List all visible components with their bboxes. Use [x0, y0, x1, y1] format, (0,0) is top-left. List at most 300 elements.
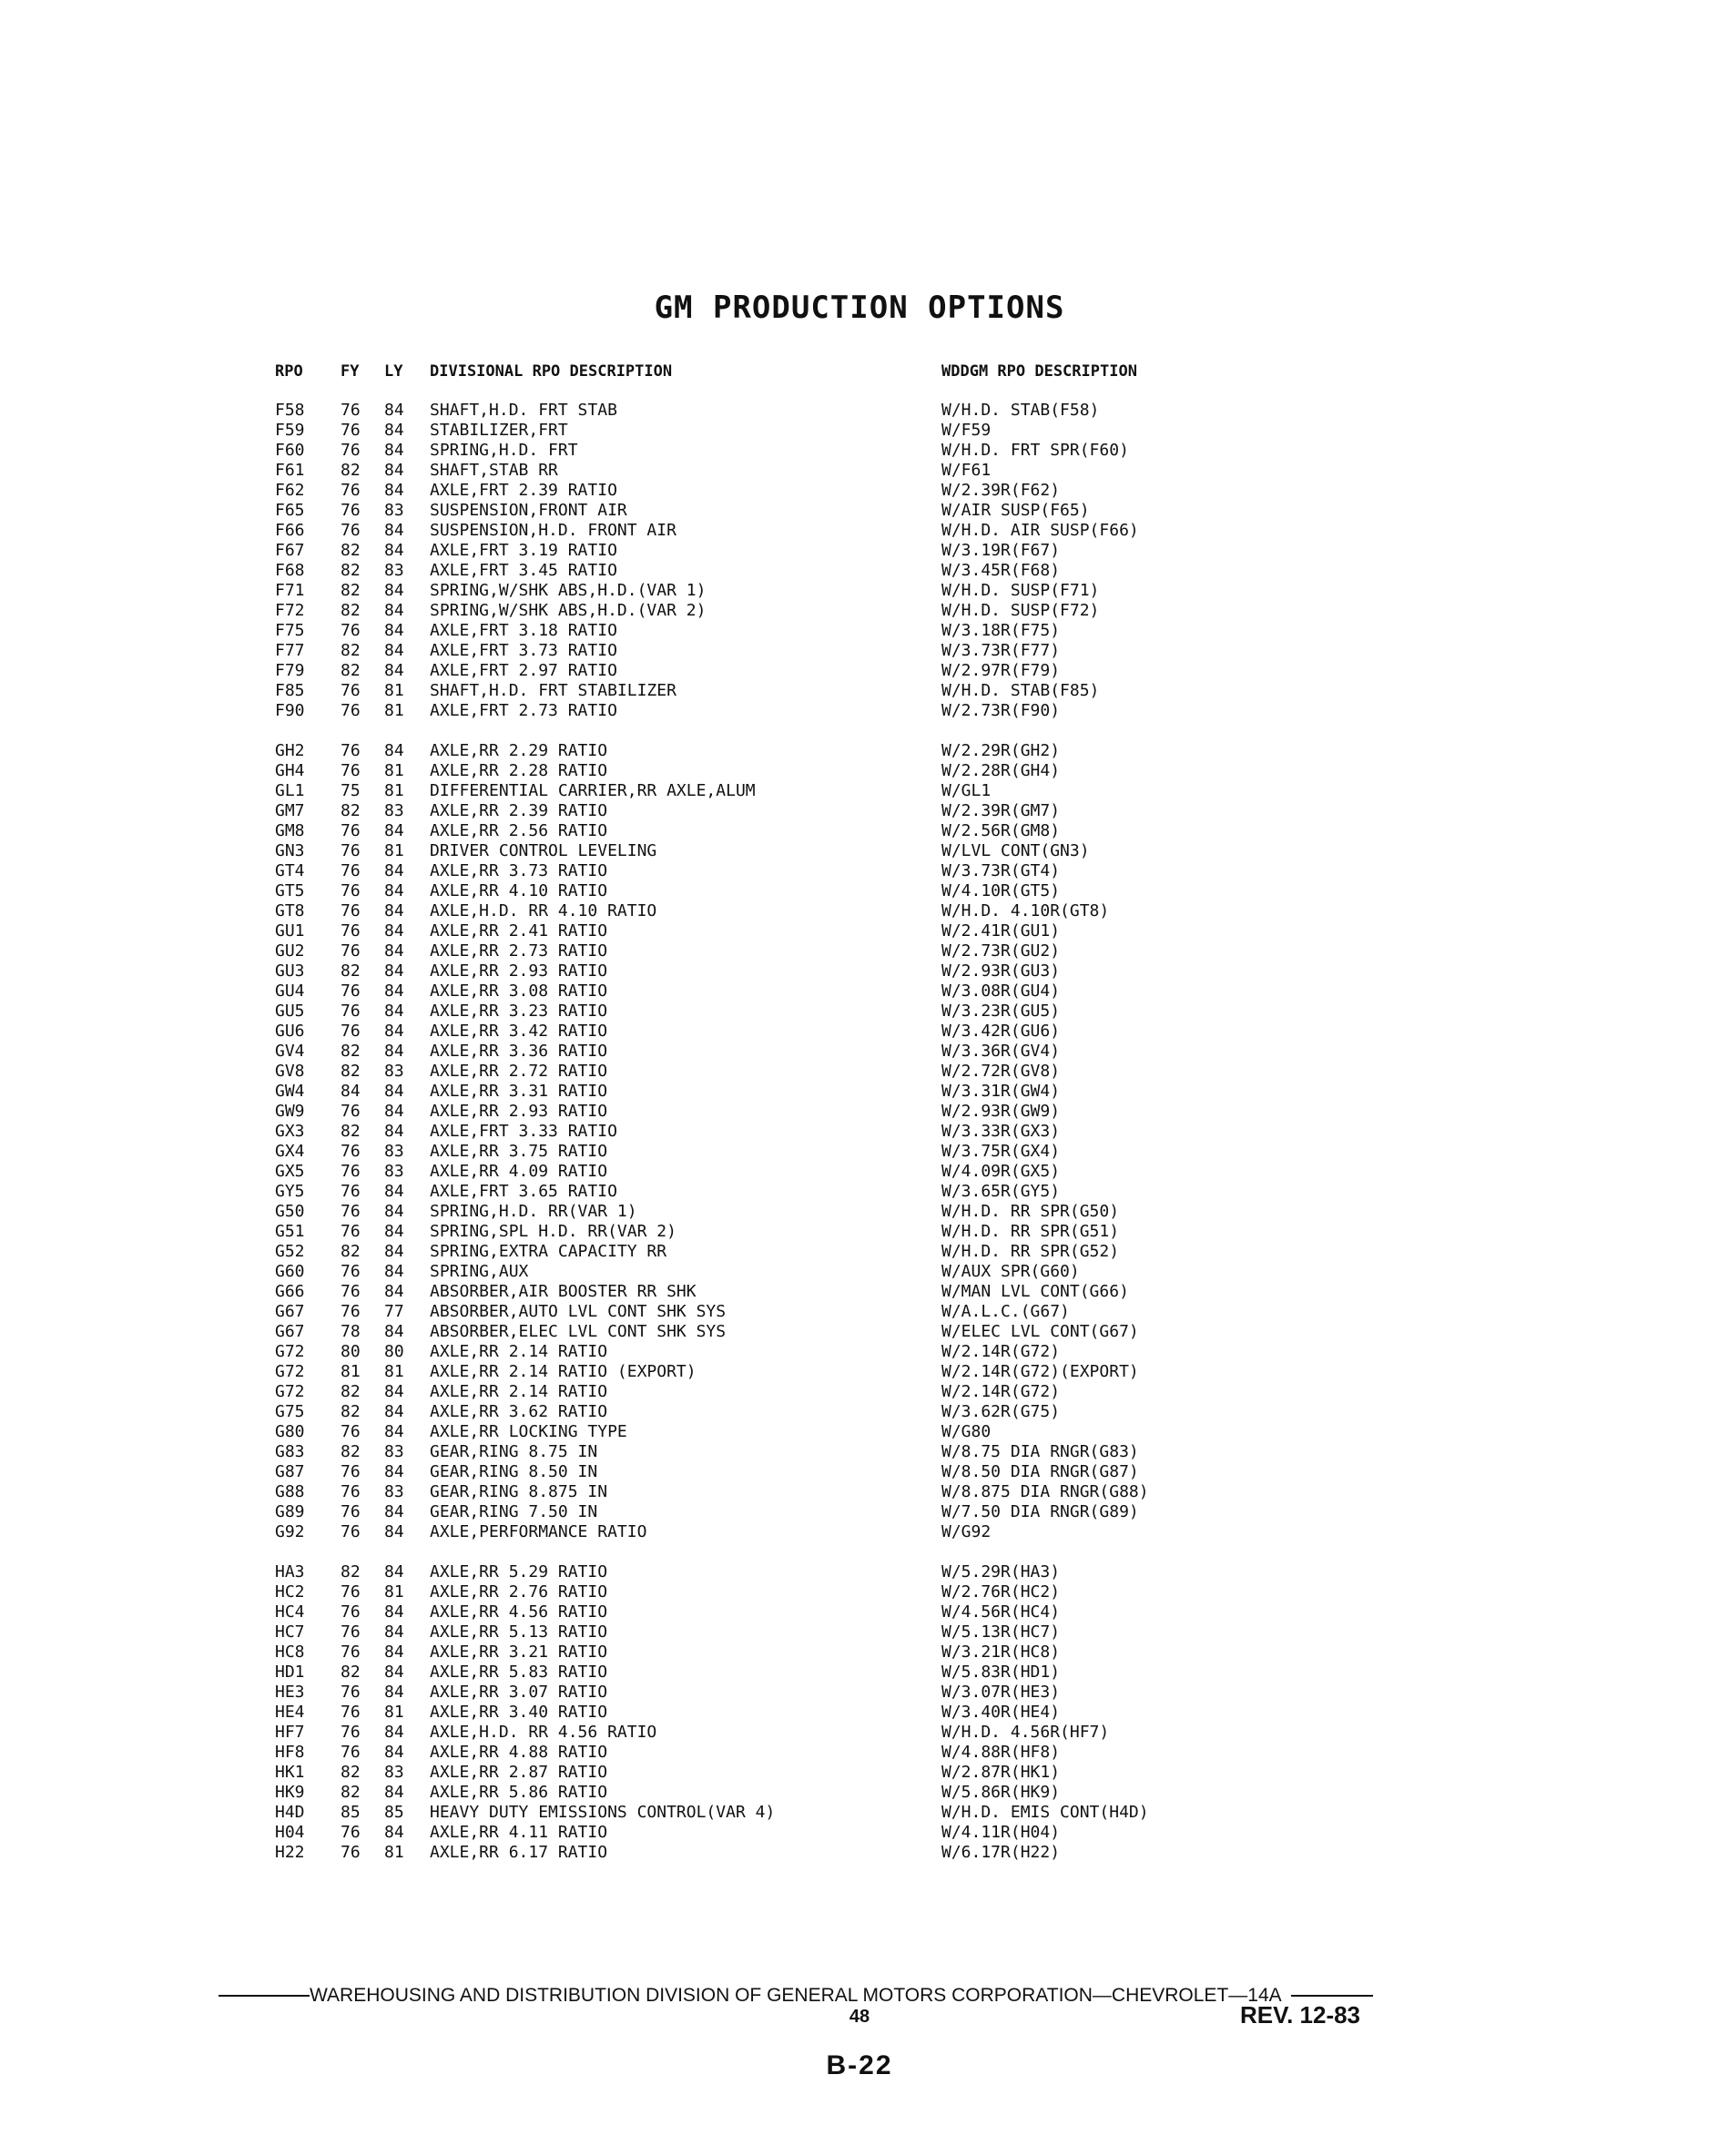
rpo-code: G52 — [275, 1242, 305, 1261]
wddgm-description: W/3.65R(GY5) — [941, 1182, 1061, 1201]
wddgm-description: W/5.86R(HK9) — [941, 1783, 1061, 1802]
divisional-description: ABSORBER,AIR BOOSTER RR SHK — [430, 1282, 697, 1301]
wddgm-description: W/4.56R(HC4) — [941, 1602, 1061, 1622]
rpo-code: H04 — [275, 1823, 305, 1842]
divisional-description: AXLE,RR 2.93 RATIO — [430, 961, 608, 981]
rpo-code: H22 — [275, 1843, 305, 1862]
rpo-code: GX4 — [275, 1142, 305, 1161]
first-year: 82 — [341, 601, 361, 620]
first-year: 76 — [341, 941, 361, 961]
wddgm-description: W/3.62R(G75) — [941, 1402, 1061, 1421]
divisional-description: AXLE,H.D. RR 4.56 RATIO — [430, 1723, 657, 1742]
last-year: 77 — [384, 1302, 404, 1321]
divisional-description: AXLE,RR 2.93 RATIO — [430, 1102, 608, 1121]
last-year: 83 — [384, 561, 404, 580]
rpo-code: HE3 — [275, 1683, 305, 1702]
first-year: 82 — [341, 1442, 361, 1461]
first-year: 76 — [341, 1642, 361, 1662]
wddgm-description: W/3.18R(F75) — [941, 621, 1061, 640]
header-ly: LY — [384, 362, 403, 381]
divisional-description: AXLE,RR 5.29 RATIO — [430, 1562, 608, 1581]
last-year: 84 — [384, 821, 404, 840]
header-divisional-description: DIVISIONAL RPO DESCRIPTION — [430, 362, 673, 381]
rpo-code: GT5 — [275, 881, 305, 900]
divisional-description: SHAFT,H.D. FRT STAB — [430, 401, 617, 420]
divisional-description: AXLE,RR 3.73 RATIO — [430, 861, 608, 880]
divisional-description: AXLE,RR 5.86 RATIO — [430, 1783, 608, 1802]
last-year: 81 — [384, 761, 404, 780]
wddgm-description: W/8.875 DIA RNGR(G88) — [941, 1482, 1149, 1501]
divisional-description: DRIVER CONTROL LEVELING — [430, 841, 657, 860]
table-row — [0, 521, 1719, 541]
divisional-description: AXLE,FRT 3.18 RATIO — [430, 621, 617, 640]
divisional-description: SUSPENSION,FRONT AIR — [430, 501, 627, 520]
divisional-description: AXLE,FRT 3.19 RATIO — [430, 541, 617, 560]
first-year: 82 — [341, 1242, 361, 1261]
last-year: 83 — [384, 501, 404, 520]
last-year: 84 — [384, 1082, 404, 1101]
table-row — [0, 421, 1719, 441]
first-year: 82 — [341, 1382, 361, 1401]
table-row — [0, 1382, 1719, 1402]
table-row — [0, 1803, 1719, 1823]
first-year: 78 — [341, 1322, 361, 1341]
table-row — [0, 1462, 1719, 1482]
divisional-description: AXLE,FRT 2.97 RATIO — [430, 661, 617, 680]
first-year: 82 — [341, 1122, 361, 1141]
rpo-code: H4D — [275, 1803, 305, 1822]
first-year: 76 — [341, 1142, 361, 1161]
last-year: 83 — [384, 1442, 404, 1461]
first-year: 76 — [341, 1622, 361, 1642]
table-row — [0, 701, 1719, 721]
table-row — [0, 501, 1719, 521]
last-year: 83 — [384, 1142, 404, 1161]
table-row — [0, 1823, 1719, 1843]
last-year: 80 — [384, 1342, 404, 1361]
rpo-code: F72 — [275, 601, 305, 620]
table-row — [0, 1602, 1719, 1622]
table-row — [0, 561, 1719, 581]
table-row — [0, 1522, 1719, 1542]
divisional-description: AXLE,RR 3.75 RATIO — [430, 1142, 608, 1161]
page-number: 48 — [849, 2007, 870, 2027]
last-year: 84 — [384, 981, 404, 1001]
last-year: 85 — [384, 1803, 404, 1822]
rpo-code: F90 — [275, 701, 305, 720]
first-year: 76 — [341, 921, 361, 941]
first-year: 82 — [341, 661, 361, 680]
wddgm-description: W/3.73R(GT4) — [941, 861, 1061, 880]
table-row — [0, 1422, 1719, 1442]
first-year: 76 — [341, 861, 361, 880]
wddgm-description: W/3.42R(GU6) — [941, 1022, 1061, 1041]
wddgm-description: W/3.07R(HE3) — [941, 1683, 1061, 1702]
first-year: 76 — [341, 761, 361, 780]
last-year: 84 — [384, 1422, 404, 1441]
rpo-code: F79 — [275, 661, 305, 680]
first-year: 76 — [341, 621, 361, 640]
wddgm-description: W/H.D. STAB(F85) — [941, 681, 1100, 700]
table-row — [0, 1362, 1719, 1382]
divisional-description: AXLE,RR 2.56 RATIO — [430, 821, 608, 840]
table-row — [0, 881, 1719, 901]
divisional-description: SPRING,W/SHK ABS,H.D.(VAR 1) — [430, 581, 707, 600]
first-year: 76 — [341, 1202, 361, 1221]
table-row — [0, 441, 1719, 461]
rpo-code: GU1 — [275, 921, 305, 941]
last-year: 81 — [384, 1843, 404, 1862]
footer-line — [219, 1985, 1384, 2007]
options-table — [0, 401, 1719, 1863]
wddgm-description: W/5.29R(HA3) — [941, 1562, 1061, 1581]
divisional-description: AXLE,FRT 3.33 RATIO — [430, 1122, 617, 1141]
page-reference: B-22 — [826, 2050, 893, 2080]
last-year: 84 — [384, 1522, 404, 1541]
last-year: 84 — [384, 1122, 404, 1141]
rpo-code: GU5 — [275, 1002, 305, 1021]
divisional-description: AXLE,RR 5.13 RATIO — [430, 1622, 608, 1642]
first-year: 76 — [341, 1002, 361, 1021]
table-row — [0, 861, 1719, 881]
revision-label: REV. 12-83 — [1240, 2001, 1361, 2029]
wddgm-description: W/H.D. SUSP(F72) — [941, 601, 1100, 620]
table-row — [0, 481, 1719, 501]
rpo-code: F58 — [275, 401, 305, 420]
wddgm-description: W/AIR SUSP(F65) — [941, 501, 1090, 520]
divisional-description: AXLE,RR 4.09 RATIO — [430, 1162, 608, 1181]
rpo-code: G72 — [275, 1362, 305, 1381]
divisional-description: SUSPENSION,H.D. FRONT AIR — [430, 521, 676, 540]
table-row — [0, 1442, 1719, 1462]
first-year: 76 — [341, 841, 361, 860]
table-row — [0, 1342, 1719, 1362]
divisional-description: AXLE,RR 3.08 RATIO — [430, 981, 608, 1001]
divisional-description: ABSORBER,AUTO LVL CONT SHK SYS — [430, 1302, 727, 1321]
table-row — [0, 1743, 1719, 1763]
table-row — [0, 1703, 1719, 1723]
first-year: 76 — [341, 821, 361, 840]
last-year: 81 — [384, 841, 404, 860]
rpo-code: HC4 — [275, 1602, 305, 1622]
divisional-description: AXLE,FRT 3.65 RATIO — [430, 1182, 617, 1201]
first-year: 82 — [341, 581, 361, 600]
rpo-code: HC8 — [275, 1642, 305, 1662]
wddgm-description: W/3.40R(HE4) — [941, 1703, 1061, 1722]
wddgm-description: W/8.75 DIA RNGR(G83) — [941, 1442, 1139, 1461]
table-row — [0, 681, 1719, 701]
last-year: 83 — [384, 1763, 404, 1782]
last-year: 84 — [384, 1663, 404, 1682]
table-row — [0, 1282, 1719, 1302]
page-title: GM PRODUCTION OPTIONS — [654, 290, 1065, 326]
last-year: 81 — [384, 681, 404, 700]
first-year: 76 — [341, 741, 361, 760]
rpo-code: F71 — [275, 581, 305, 600]
first-year: 82 — [341, 1663, 361, 1682]
first-year: 76 — [341, 1703, 361, 1722]
rpo-code: HK1 — [275, 1763, 305, 1782]
rpo-code: GM8 — [275, 821, 305, 840]
first-year: 76 — [341, 1282, 361, 1301]
last-year: 84 — [384, 1723, 404, 1742]
divisional-description: SPRING,W/SHK ABS,H.D.(VAR 2) — [430, 601, 707, 620]
last-year: 84 — [384, 1182, 404, 1201]
rpo-code: GW9 — [275, 1102, 305, 1121]
last-year: 84 — [384, 1622, 404, 1642]
footer-rule-left — [219, 1995, 310, 1997]
last-year: 84 — [384, 1262, 404, 1281]
wddgm-description: W/MAN LVL CONT(G66) — [941, 1282, 1129, 1301]
divisional-description: AXLE,RR 2.72 RATIO — [430, 1062, 608, 1081]
divisional-description: HEAVY DUTY EMISSIONS CONTROL(VAR 4) — [430, 1803, 776, 1822]
first-year: 81 — [341, 1362, 361, 1381]
divisional-description: AXLE,RR 5.83 RATIO — [430, 1663, 608, 1682]
table-row — [0, 1242, 1719, 1262]
table-row — [0, 621, 1719, 641]
divisional-description: AXLE,RR 3.23 RATIO — [430, 1002, 608, 1021]
rpo-code: GY5 — [275, 1182, 305, 1201]
last-year: 84 — [384, 741, 404, 760]
header-rpo: RPO — [275, 362, 303, 381]
table-row — [0, 661, 1719, 681]
last-year: 84 — [384, 481, 404, 500]
rpo-code: HA3 — [275, 1562, 305, 1581]
rpo-code: F75 — [275, 621, 305, 640]
divisional-description: AXLE,RR 2.41 RATIO — [430, 921, 608, 941]
wddgm-description: W/3.36R(GV4) — [941, 1042, 1061, 1061]
last-year: 84 — [384, 1562, 404, 1581]
rpo-code: GH2 — [275, 741, 305, 760]
table-row — [0, 961, 1719, 981]
divisional-description: AXLE,RR 3.31 RATIO — [430, 1082, 608, 1101]
first-year: 84 — [341, 1082, 361, 1101]
last-year: 81 — [384, 781, 404, 800]
first-year: 82 — [341, 801, 361, 820]
last-year: 81 — [384, 1582, 404, 1602]
last-year: 84 — [384, 1022, 404, 1041]
wddgm-description: W/G92 — [941, 1522, 992, 1541]
first-year: 82 — [341, 1062, 361, 1081]
wddgm-description: W/2.39R(F62) — [941, 481, 1061, 500]
last-year: 81 — [384, 1362, 404, 1381]
rpo-code: GM7 — [275, 801, 305, 820]
divisional-description: AXLE,RR 4.11 RATIO — [430, 1823, 608, 1842]
first-year: 82 — [341, 1783, 361, 1802]
first-year: 75 — [341, 781, 361, 800]
rpo-code: G60 — [275, 1262, 305, 1281]
table-row — [0, 1783, 1719, 1803]
first-year: 76 — [341, 701, 361, 720]
table-row — [0, 581, 1719, 601]
divisional-description: AXLE,RR 3.62 RATIO — [430, 1402, 608, 1421]
last-year: 83 — [384, 801, 404, 820]
last-year: 84 — [384, 1102, 404, 1121]
table-row — [0, 641, 1719, 661]
wddgm-description: W/3.08R(GU4) — [941, 981, 1061, 1001]
divisional-description: AXLE,RR 3.40 RATIO — [430, 1703, 608, 1722]
first-year: 76 — [341, 481, 361, 500]
table-row — [0, 1663, 1719, 1683]
last-year: 84 — [384, 1402, 404, 1421]
first-year: 76 — [341, 1162, 361, 1181]
last-year: 84 — [384, 901, 404, 920]
last-year: 84 — [384, 941, 404, 961]
wddgm-description: W/3.33R(GX3) — [941, 1122, 1061, 1141]
divisional-description: GEAR,RING 8.75 IN — [430, 1442, 598, 1461]
first-year: 82 — [341, 961, 361, 981]
first-year: 76 — [341, 1602, 361, 1622]
wddgm-description: W/H.D. 4.56R(HF7) — [941, 1723, 1110, 1742]
wddgm-description: W/4.88R(HF8) — [941, 1743, 1061, 1762]
divisional-description: GEAR,RING 8.875 IN — [430, 1482, 608, 1501]
rpo-code: F62 — [275, 481, 305, 500]
table-row — [0, 1102, 1719, 1122]
table-row — [0, 1642, 1719, 1663]
rpo-code: G72 — [275, 1342, 305, 1361]
last-year: 84 — [384, 1743, 404, 1762]
divisional-description: SHAFT,STAB RR — [430, 461, 558, 480]
divisional-description: AXLE,RR 2.73 RATIO — [430, 941, 608, 961]
wddgm-description: W/2.41R(GU1) — [941, 921, 1061, 941]
divisional-description: AXLE,RR 3.42 RATIO — [430, 1022, 608, 1041]
rpo-code: GT8 — [275, 901, 305, 920]
rpo-code: GU6 — [275, 1022, 305, 1041]
first-year: 76 — [341, 1262, 361, 1281]
table-row — [0, 941, 1719, 961]
wddgm-description: W/4.10R(GT5) — [941, 881, 1061, 900]
first-year: 82 — [341, 641, 361, 660]
wddgm-description: W/2.14R(G72) — [941, 1382, 1061, 1401]
wddgm-description: W/2.76R(HC2) — [941, 1582, 1061, 1602]
first-year: 76 — [341, 1683, 361, 1702]
last-year: 84 — [384, 1823, 404, 1842]
wddgm-description: W/F59 — [941, 421, 992, 440]
last-year: 84 — [384, 1642, 404, 1662]
wddgm-description: W/2.87R(HK1) — [941, 1763, 1061, 1782]
first-year: 82 — [341, 461, 361, 480]
wddgm-description: W/H.D. RR SPR(G52) — [941, 1242, 1120, 1261]
wddgm-description: W/2.93R(GW9) — [941, 1102, 1061, 1121]
divisional-description: AXLE,FRT 2.73 RATIO — [430, 701, 617, 720]
divisional-description: AXLE,RR 2.76 RATIO — [430, 1582, 608, 1602]
wddgm-description: W/F61 — [941, 461, 992, 480]
wddgm-description: W/H.D. FRT SPR(F60) — [941, 441, 1129, 460]
rpo-code: G66 — [275, 1282, 305, 1301]
divisional-description: AXLE,RR LOCKING TYPE — [430, 1422, 627, 1441]
wddgm-description: W/4.11R(H04) — [941, 1823, 1061, 1842]
wddgm-description: W/2.29R(GH2) — [941, 741, 1061, 760]
first-year: 76 — [341, 1182, 361, 1201]
first-year: 76 — [341, 1743, 361, 1762]
last-year: 84 — [384, 1683, 404, 1702]
table-row — [0, 1843, 1719, 1863]
first-year: 85 — [341, 1803, 361, 1822]
first-year: 76 — [341, 1302, 361, 1321]
table-row — [0, 541, 1719, 561]
first-year: 76 — [341, 881, 361, 900]
wddgm-description: W/2.73R(F90) — [941, 701, 1061, 720]
last-year: 84 — [384, 461, 404, 480]
rpo-code: G87 — [275, 1462, 305, 1481]
table-row — [0, 461, 1719, 481]
table-row — [0, 1683, 1719, 1703]
last-year: 84 — [384, 961, 404, 981]
wddgm-description: W/3.21R(HC8) — [941, 1642, 1061, 1662]
rpo-code: F67 — [275, 541, 305, 560]
last-year: 84 — [384, 601, 404, 620]
first-year: 76 — [341, 981, 361, 1001]
rpo-code: HC2 — [275, 1582, 305, 1602]
divisional-description: AXLE,RR 2.87 RATIO — [430, 1763, 608, 1782]
divisional-description: GEAR,RING 8.50 IN — [430, 1462, 598, 1481]
divisional-description: SPRING,H.D. RR(VAR 1) — [430, 1202, 637, 1221]
wddgm-description: W/3.31R(GW4) — [941, 1082, 1061, 1101]
wddgm-description: W/3.73R(F77) — [941, 641, 1061, 660]
divisional-description: AXLE,RR 2.29 RATIO — [430, 741, 608, 760]
wddgm-description: W/2.14R(G72)(EXPORT) — [941, 1362, 1139, 1381]
table-row — [0, 1262, 1719, 1282]
divisional-description: AXLE,RR 2.39 RATIO — [430, 801, 608, 820]
header-wddgm-description: WDDGM RPO DESCRIPTION — [941, 362, 1137, 381]
first-year: 76 — [341, 1102, 361, 1121]
rpo-code: G75 — [275, 1402, 305, 1421]
divisional-description: SPRING,AUX — [430, 1262, 529, 1281]
last-year: 81 — [384, 1703, 404, 1722]
wddgm-description: W/2.28R(GH4) — [941, 761, 1061, 780]
table-row — [0, 1082, 1719, 1102]
rpo-code: G83 — [275, 1442, 305, 1461]
divisional-description: DIFFERENTIAL CARRIER,RR AXLE,ALUM — [430, 781, 756, 800]
table-row — [0, 401, 1719, 421]
rpo-code: GN3 — [275, 841, 305, 860]
last-year: 81 — [384, 701, 404, 720]
wddgm-description: W/3.75R(GX4) — [941, 1142, 1061, 1161]
first-year: 76 — [341, 901, 361, 920]
wddgm-description: W/3.45R(F68) — [941, 561, 1061, 580]
wddgm-description: W/3.19R(F67) — [941, 541, 1061, 560]
wddgm-description: W/2.93R(GU3) — [941, 961, 1061, 981]
last-year: 84 — [384, 1602, 404, 1622]
rpo-code: F65 — [275, 501, 305, 520]
first-year: 76 — [341, 1843, 361, 1862]
last-year: 84 — [384, 421, 404, 440]
last-year: 84 — [384, 1382, 404, 1401]
last-year: 84 — [384, 661, 404, 680]
table-row — [0, 901, 1719, 921]
wddgm-description: W/LVL CONT(GN3) — [941, 841, 1090, 860]
last-year: 84 — [384, 1042, 404, 1061]
rpo-code: G72 — [275, 1382, 305, 1401]
rpo-code: G67 — [275, 1322, 305, 1341]
table-row — [0, 1402, 1719, 1422]
table-row — [0, 1723, 1719, 1743]
rpo-code: G51 — [275, 1222, 305, 1241]
wddgm-description: W/6.17R(H22) — [941, 1843, 1061, 1862]
divisional-description: SPRING,SPL H.D. RR(VAR 2) — [430, 1222, 676, 1241]
divisional-description: AXLE,PERFORMANCE RATIO — [430, 1522, 647, 1541]
divisional-description: AXLE,RR 3.21 RATIO — [430, 1642, 608, 1662]
wddgm-description: W/GL1 — [941, 781, 992, 800]
table-row — [0, 1062, 1719, 1082]
rpo-code: F60 — [275, 441, 305, 460]
rpo-code: F59 — [275, 421, 305, 440]
last-year: 84 — [384, 1202, 404, 1221]
first-year: 76 — [341, 1462, 361, 1481]
wddgm-description: W/H.D. STAB(F58) — [941, 401, 1100, 420]
divisional-description: SHAFT,H.D. FRT STABILIZER — [430, 681, 676, 700]
table-row — [0, 1162, 1719, 1182]
